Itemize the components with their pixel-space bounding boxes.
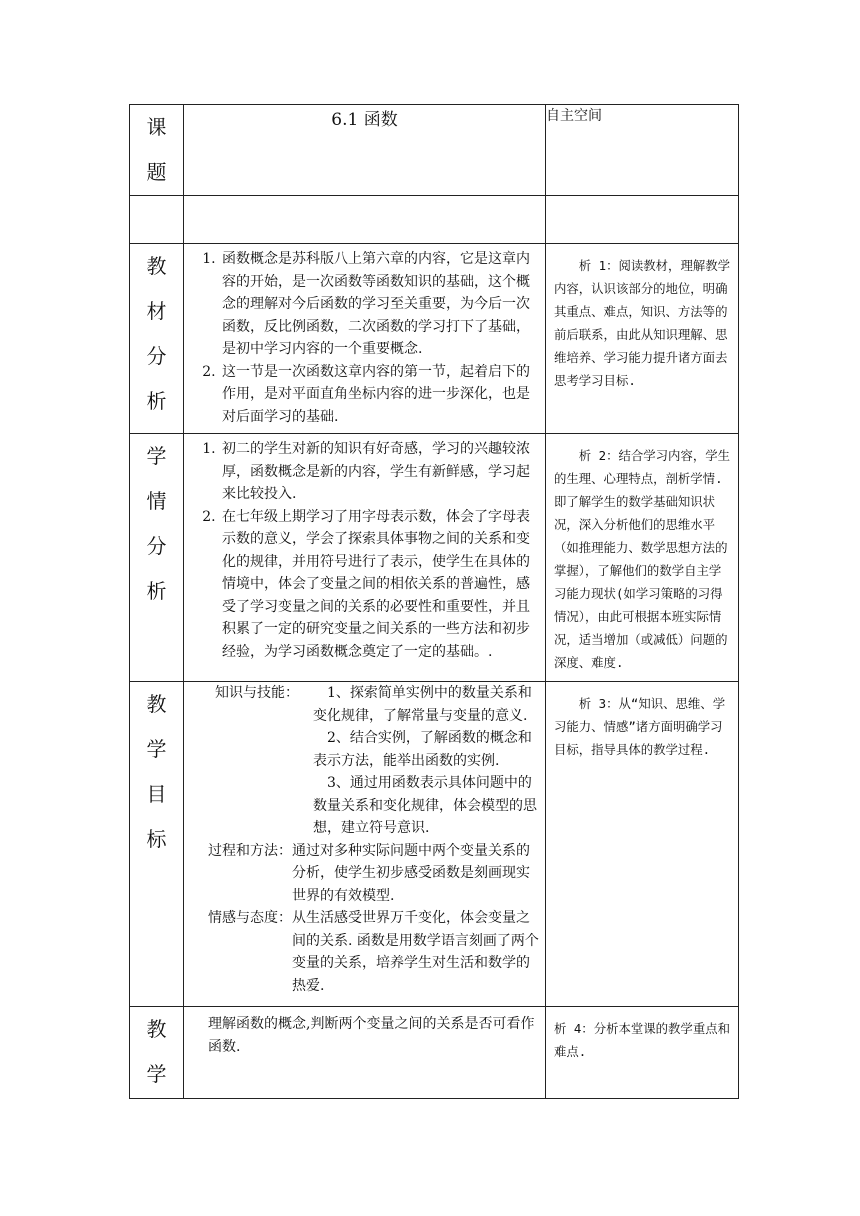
analysis-note-4: 析 4：分析本堂课的教学重点和难点. — [554, 1021, 730, 1059]
self-space-heading: 自主空间 — [546, 105, 739, 196]
knowledge-skills — [184, 682, 539, 840]
empty-cell — [184, 196, 546, 244]
student-analysis-content — [184, 434, 546, 682]
key-points-row — [130, 1007, 739, 1099]
emotion-attitude-text: 从生活感受世界万千变化，体会变量之间的关系. 函数是用数学语言刻画了两个变量的关系，培养学生对生活和数学的热爱. — [292, 910, 539, 994]
process-methods — [184, 840, 539, 908]
process-methods-label: 过程和方法： — [208, 842, 292, 859]
row-label-textbook-analysis: 教 材 分 析 — [130, 244, 184, 434]
list-item: 1. 函数概念是苏科版八上第六章的内容，它是这章内容的开始，是一次函数等函数知识的基础，这个概念的理解对今后函数的学习至关重要，为今后一次函数，反比例函数，二次函数的学习打下了基础，是初中学习内容的一个重要概念. — [220, 248, 537, 361]
textbook-analysis-list — [188, 248, 537, 428]
knowledge-item: 3、通过用函数表示具体问题中的数量关系和变化规律，体会模型的思想，建立符号意识. — [313, 775, 537, 836]
key-points-text: 理解函数的概念,判断两个变量之间的关系是否可看作函数. — [208, 1016, 535, 1055]
empty-row — [130, 196, 739, 244]
emotion-attitude-label: 情感与态度： — [208, 910, 292, 926]
textbook-analysis-row — [130, 244, 739, 434]
emotion-attitude — [184, 907, 539, 997]
note-cell — [546, 244, 739, 434]
lesson-title: 6.1 函数 — [184, 105, 546, 196]
student-analysis-list — [188, 438, 537, 663]
row-label-objectives: 教 学 目 标 — [130, 682, 184, 1007]
knowledge-skills-label: 知识与技能： — [215, 685, 299, 701]
key-points-content — [184, 1007, 546, 1099]
note-cell — [546, 682, 739, 1007]
row-label-topic: 课 题 — [130, 105, 184, 196]
list-item: 2. 在七年级上期学习了用字母表示数，体会了字母表示数的意义，学会了探索具体事物之间的关系和变化的规律，并用符号进行了表示，使学生在具体的情境中，体会了变量之间的相依关系的普遍性，感受了学习变量之间的关系的必要性和重要性，并且积累了一定的研究变量之间关系的一些方法和初步经验，为学习函数概念奠定了一定的基础。. — [220, 506, 537, 664]
note-cell — [546, 434, 739, 682]
textbook-analysis-content — [184, 244, 546, 434]
row-label-key-points: 教 学 — [130, 1007, 184, 1099]
student-analysis-row — [130, 434, 739, 682]
analysis-note-2: 析 2：结合学习内容，学生的生理、心理特点，剖析学情. 即了解学生的数学基础知识状况，深入分析他们的思维水平（如推理能力、数学思想方法的掌握），了解他们的数学自主学习能力现状(如学习策略的习得情况），由此可根据本班实际情况，适当增加（或减低）问题的深度、难度. — [554, 448, 731, 670]
empty-cell — [546, 196, 739, 244]
empty-cell — [130, 196, 184, 244]
list-item: 2. 这一节是一次函数这章内容的第一节，起着启下的作用，是对平面直角坐标内容的进一步深化，也是对后面学习的基础. — [220, 361, 537, 429]
title-row — [130, 105, 739, 196]
lesson-plan-table — [129, 104, 739, 1099]
knowledge-item: 1、探索简单实例中的数量关系和变化规律，了解常量与变量的意义. — [313, 685, 532, 724]
objectives-row — [130, 682, 739, 1007]
process-methods-text: 通过对多种实际问题中两个变量关系的分析，使学生初步感受函数是刻画现实世界的有效模型. — [292, 842, 530, 904]
list-item: 1. 初二的学生对新的知识有好奇感，学习的兴趣较浓厚，函数概念是新的内容，学生有新鲜感，学习起来比较投入. — [220, 438, 537, 506]
row-label-student-analysis: 学 情 分 析 — [130, 434, 184, 682]
objectives-content — [184, 682, 546, 1007]
analysis-note-1: 析 1：阅读教材，理解教学内容，认识该部分的地位，明确其重点、难点，知识、方法等的前后联系，由此从知识理解、思维培养、学习能力提升诸方面去思考学习目标. — [554, 258, 731, 388]
note-cell — [546, 1007, 739, 1099]
knowledge-item: 2、结合实例，了解函数的概念和表示方法，能举出函数的实例. — [313, 730, 532, 769]
analysis-note-3: 析 3：从“知识、思维、学习能力、情感”诸方面明确学习目标，指导具体的教学过程. — [554, 696, 726, 757]
